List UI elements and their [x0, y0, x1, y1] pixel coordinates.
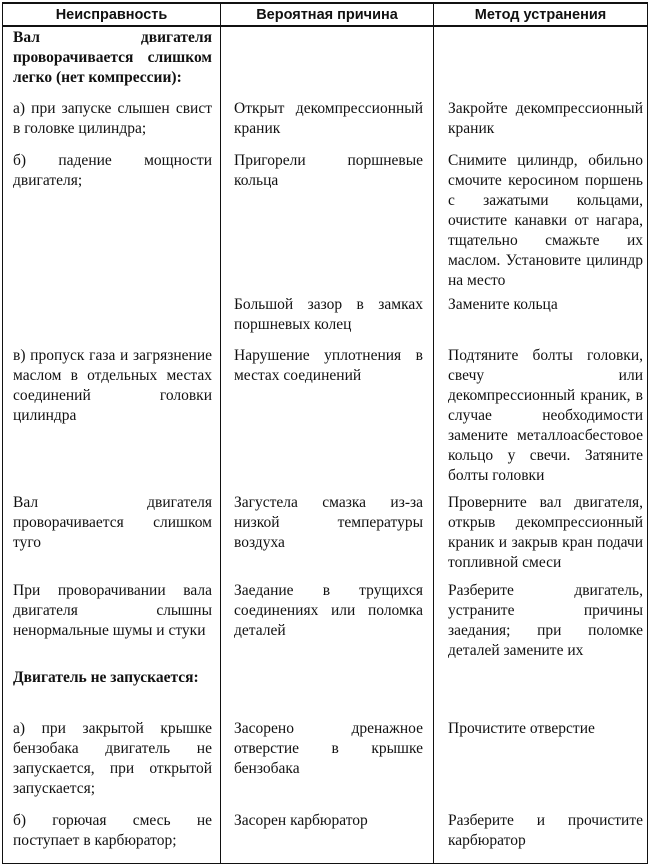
fault-text: а) при закрытой крышке бензобака двигатель не запускается, при открытой запускается; [13, 720, 212, 797]
remedy-text: Замените кольца [448, 296, 558, 313]
cause-text: Большой зазор в замках поршневых колец [234, 296, 423, 333]
remedy-text: Разберите двигатель, устраните причины заедания; при поломке деталей замените их [448, 582, 643, 659]
remedy-cell [434, 811, 648, 863]
table-row [3, 151, 648, 295]
fault-cell [3, 668, 221, 719]
cause-cell [221, 346, 434, 493]
fault-text: Вал двигателя проворачивается слишком туго [13, 494, 212, 551]
fault-cell [3, 99, 221, 151]
remedy-text: Подтяните болты головки, свечу или декомпрессионный краник, в случае необходимости замените металлоасбестовое кольцо у свечи. Затяните болты головки [448, 347, 643, 484]
remedy-cell [434, 668, 648, 719]
troubleshooting-table [2, 2, 648, 864]
remedy-cell [434, 493, 648, 581]
remedy-cell [434, 295, 648, 346]
table-row [3, 493, 648, 581]
fault-cell [3, 581, 221, 668]
fault-cell [3, 26, 221, 99]
header-row [3, 3, 648, 26]
cause-text: Загустела смазка из-за низкой температуры воздуха [234, 494, 423, 551]
cause-cell [221, 99, 434, 151]
fault-text: в) пропуск газа и загрязнение маслом в отдельных местах соединений головки цилиндра [13, 347, 212, 424]
fault-cell [3, 719, 221, 811]
header-fault: Неисправность [3, 3, 221, 26]
remedy-text: Прочистите отверстие [448, 720, 595, 737]
remedy-cell [434, 99, 648, 151]
fault-text: а) при запуске слышен свист в головке цилиндра; [13, 100, 212, 137]
fault-text: б) горючая смесь не поступает в карбюратор; [13, 812, 212, 849]
table-row [3, 295, 648, 346]
fault-cell [3, 493, 221, 581]
cause-text: Заедание в трущихся соединениях или поломка деталей [234, 582, 423, 639]
fault-cell [3, 346, 221, 493]
document-page [2, 2, 647, 858]
cause-cell [221, 493, 434, 581]
table-row [3, 346, 648, 493]
table-body [3, 26, 648, 863]
table-header [3, 3, 648, 26]
remedy-text: Закройте декомпрессионный краник [448, 100, 643, 137]
fault-cell [3, 151, 221, 295]
remedy-cell [434, 581, 648, 668]
fault-text: При проворачивании вала двигателя слышны ненормальные шумы и стуки [13, 582, 212, 639]
table-row [3, 26, 648, 99]
remedy-text: Проверните вал двигателя, открыв декомпрессионный краник и закрыв кран подачи топливной смеси [448, 494, 643, 571]
remedy-cell [434, 719, 648, 811]
remedy-text: Разберите и прочистите карбюратор [448, 812, 643, 849]
cause-text: Пригорели поршневые кольца [234, 152, 423, 189]
cause-text: Нарушение уплотнения в местах соединений [234, 347, 423, 384]
cause-text: Засорено дренажное отверстие в крышке бензобака [234, 720, 423, 777]
cause-cell [221, 719, 434, 811]
table-row [3, 668, 648, 719]
fault-text: б) падение мощности двигателя; [13, 152, 212, 189]
remedy-text: Снимите цилиндр, обильно смочите керосином поршень с зажатыми кольцами, очистите канавки от нагара, тщательно смажьте их маслом. Установите цилиндр на место [448, 152, 643, 289]
cause-cell [221, 811, 434, 863]
table-row [3, 581, 648, 668]
fault-text: Вал двигателя проворачивается слишком легко (нет компрессии): [13, 29, 212, 86]
cause-text: Открыт декомпрессионный краник [234, 100, 423, 137]
cause-cell [221, 581, 434, 668]
cause-text: Засорен карбюратор [234, 812, 368, 829]
remedy-cell [434, 26, 648, 99]
header-remedy: Метод устранения [434, 3, 648, 26]
cause-cell [221, 26, 434, 99]
cause-cell [221, 295, 434, 346]
remedy-cell [434, 346, 648, 493]
cause-cell [221, 668, 434, 719]
cause-cell [221, 151, 434, 295]
fault-text: Двигатель не запускается: [13, 669, 199, 686]
header-cause: Вероятная причина [221, 3, 434, 26]
table-row [3, 811, 648, 863]
table-row [3, 719, 648, 811]
remedy-cell [434, 151, 648, 295]
table-row [3, 99, 648, 151]
fault-cell [3, 295, 221, 346]
fault-cell [3, 811, 221, 863]
